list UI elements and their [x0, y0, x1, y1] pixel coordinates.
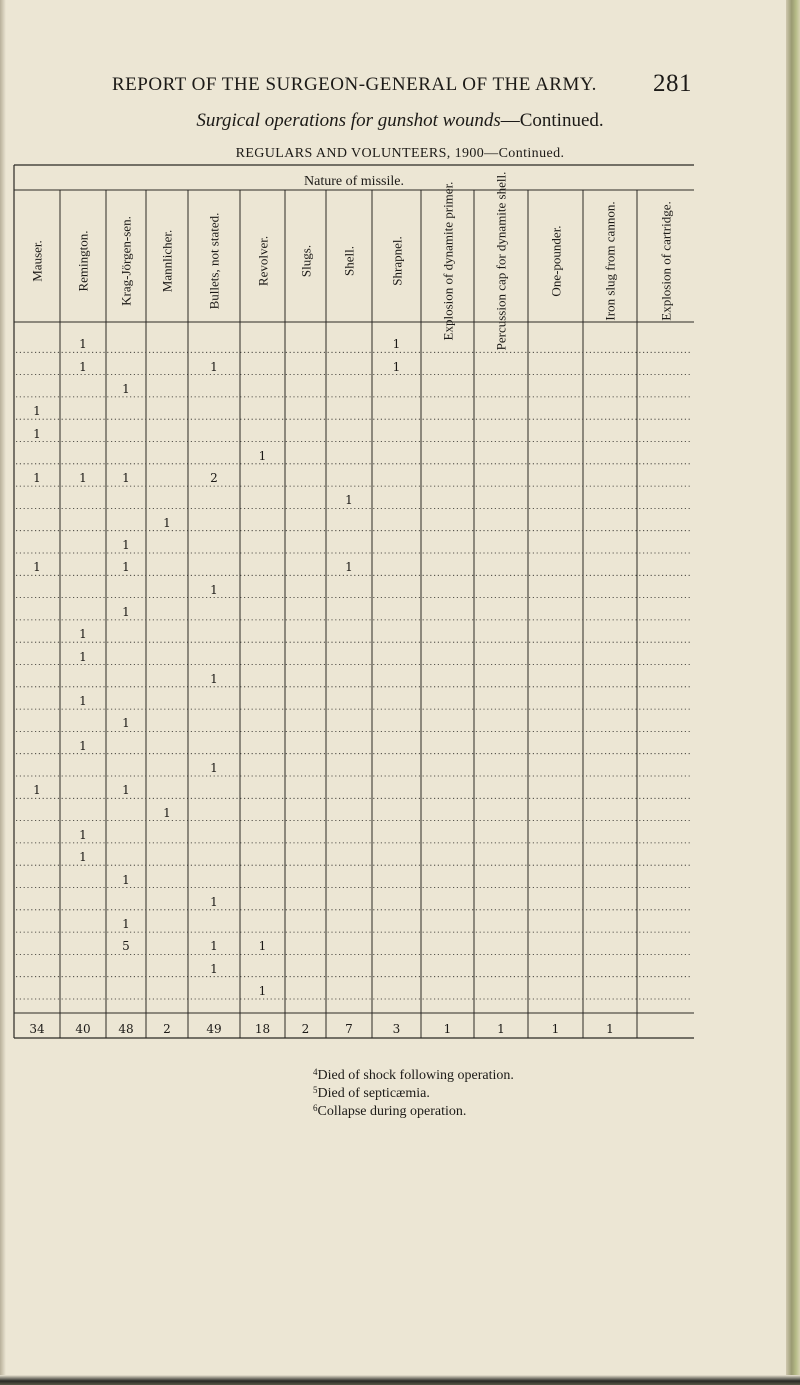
cell-value: 1 [79, 627, 87, 642]
cell-value: 1 [33, 471, 41, 486]
cell-value: 5 [122, 939, 130, 954]
column-header-label: Mannlicher. [159, 229, 175, 293]
total-value: 1 [606, 1022, 614, 1036]
column-header-label: Explosion of cartridge. [658, 201, 673, 321]
cell-value: 1 [33, 426, 41, 441]
cell-value: 1 [122, 381, 130, 396]
total-value: 34 [29, 1022, 45, 1036]
cell-value: 1 [210, 671, 218, 686]
cell-value: 1 [122, 917, 130, 932]
caption-italic: Surgical operations for gunshot wounds [196, 110, 501, 131]
column-header [14, 207, 60, 315]
cell-value: 1 [392, 337, 401, 352]
cell-value: 1 [122, 471, 130, 486]
column-header-label: Iron slug from cannon. [602, 201, 618, 321]
column-header-label: Mauser. [29, 240, 45, 282]
cell-value: 1 [258, 984, 267, 998]
footnote-6: $^6$Collapse during operation. [313, 1103, 467, 1119]
cell-value: 1 [163, 515, 171, 530]
cell-value: 1 [392, 359, 401, 374]
footnotes [313, 1065, 514, 1119]
total-value: 2 [163, 1022, 171, 1036]
cell-value: 1 [210, 359, 218, 374]
total-value: 49 [206, 1022, 222, 1036]
cell-value: 1 [79, 694, 87, 709]
column-header-label: Remington. [75, 230, 91, 292]
column-header-label: Revolver. [255, 235, 270, 287]
cell-value: 1 [210, 761, 218, 775]
cell-value: 1 [122, 604, 130, 619]
column-header [372, 207, 421, 315]
total-value: 18 [254, 1022, 271, 1036]
column-header [474, 171, 528, 351]
cell-value: 1 [122, 716, 130, 731]
column-header-label: Explosion of dynamite primer. [440, 181, 455, 341]
column-header [528, 207, 583, 315]
cell-value: 1 [79, 471, 87, 486]
cell-value: 1 [79, 850, 87, 865]
column-header [106, 207, 146, 315]
cell-value: 2 [210, 471, 218, 486]
cell-value: 1 [79, 827, 87, 842]
total-value: 40 [75, 1022, 91, 1036]
total-value: 1 [443, 1022, 452, 1036]
column-header-label: Bullets, not stated. [206, 212, 222, 310]
cell-value: 1 [345, 560, 353, 575]
cell-value: 1 [79, 738, 87, 753]
cell-value: 1 [122, 783, 130, 798]
cell-value: 1 [163, 805, 171, 820]
cell-value: 1 [210, 939, 218, 954]
total-value: 3 [392, 1022, 401, 1036]
column-header [583, 201, 637, 321]
total-value: 1 [497, 1022, 505, 1036]
cell-value: 1 [33, 404, 41, 419]
cell-value: 1 [210, 894, 218, 909]
table-subcaption: REGULARS AND VOLUNTEERS, 1900—Continued. [235, 146, 565, 161]
total-value: 1 [551, 1022, 560, 1036]
cell-value: 1 [79, 649, 87, 664]
footnote-5: $^5$Died of septicæmia. [313, 1085, 430, 1101]
column-header-label: Krag-Jörgen-sen. [118, 216, 134, 306]
cell-value: 1 [122, 538, 130, 552]
column-header [188, 207, 240, 315]
page-number: 281 [653, 70, 692, 97]
column-header [146, 207, 188, 315]
column-header-label: One-pounder. [548, 225, 563, 297]
caption-rest: —Continued. [500, 110, 604, 131]
total-value: 2 [301, 1022, 310, 1036]
column-header [326, 207, 372, 315]
cell-value: 1 [258, 939, 267, 954]
column-header [285, 207, 326, 315]
column-header-label: Shrapnel. [389, 236, 404, 286]
column-header [60, 207, 106, 315]
cell-value: 1 [345, 493, 353, 508]
cell-value: 1 [79, 337, 87, 352]
cell-value: 1 [79, 359, 87, 374]
cell-value: 1 [33, 783, 41, 798]
column-header [240, 207, 285, 315]
column-header-label: Slugs. [298, 244, 313, 278]
column-header-label: Shell. [341, 246, 357, 276]
cell-value: 1 [258, 448, 267, 463]
running-head-title: REPORT OF THE SURGEON-GENERAL OF THE ARMY. [112, 74, 597, 95]
cell-value: 1 [210, 582, 218, 597]
group-header: Nature of missile. [304, 174, 404, 189]
column-header [421, 181, 474, 341]
total-value: 48 [118, 1022, 134, 1036]
column-header [637, 201, 694, 321]
cell-value: 1 [210, 961, 218, 976]
cell-value: 1 [122, 560, 130, 575]
column-header-label: Percussion cap for dynamite shell. [493, 171, 509, 351]
total-value: 7 [345, 1022, 353, 1036]
cell-value: 1 [122, 872, 130, 887]
cell-value: 1 [33, 560, 41, 575]
footnote-4: $^4$Died of shock following operation. [313, 1067, 514, 1083]
